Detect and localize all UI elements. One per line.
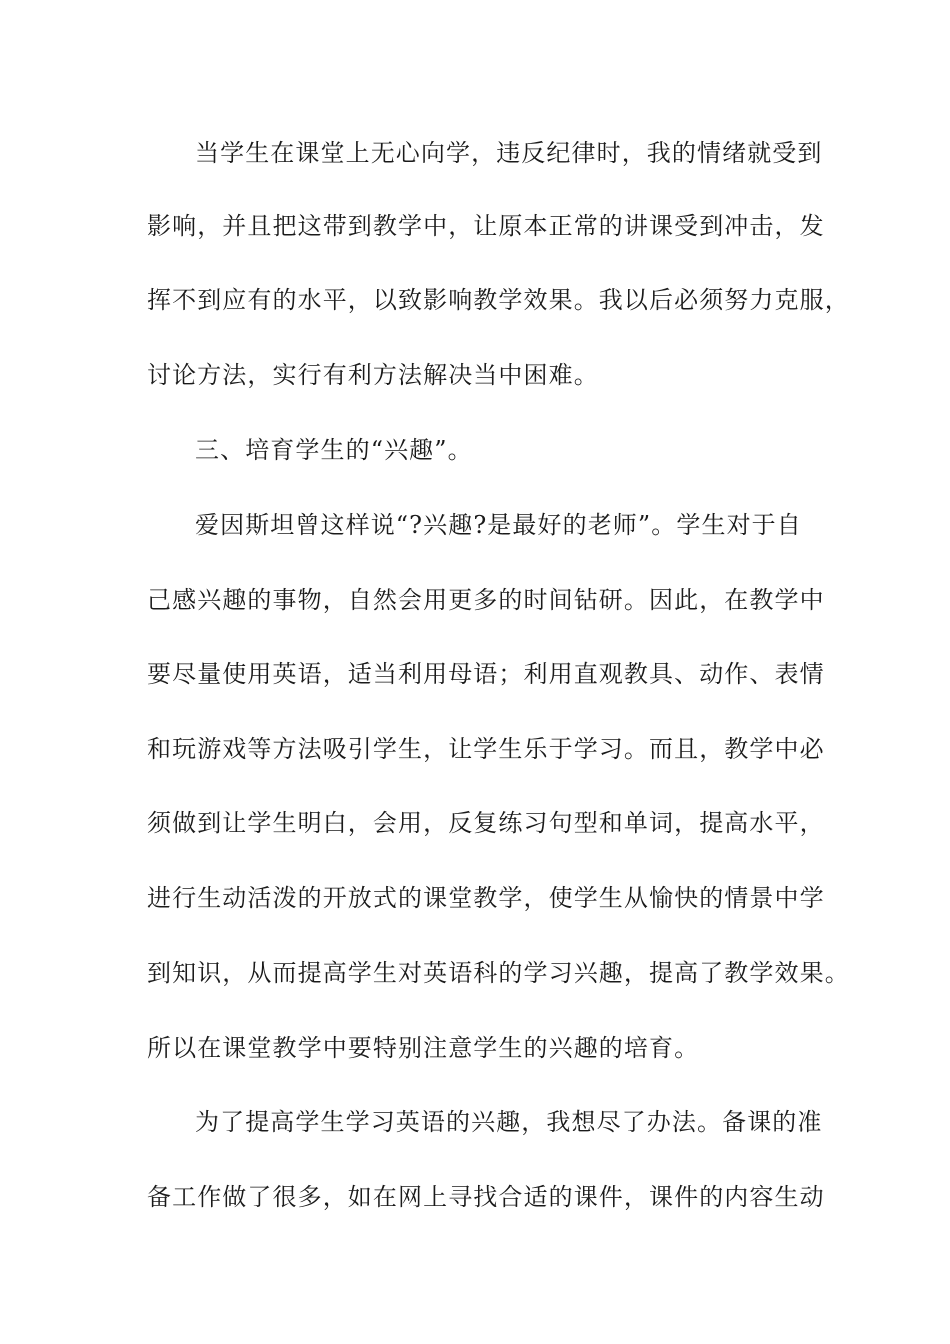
paragraph-line: 和玩游戏等方法吸引学生，让学生乐于学习。而且，教学中必 <box>147 735 825 763</box>
paragraph-line: 爱因斯坦曾这样说“?兴趣?是最好的老师”。学生对于自 <box>195 511 802 539</box>
paragraph-line: 进行生动活泼的开放式的课堂教学，使学生从愉快的情景中学 <box>147 884 825 912</box>
paragraph-line: 所以在课堂教学中要特别注意学生的兴趣的培育。 <box>147 1034 700 1062</box>
paragraph-line: 备工作做了很多，如在网上寻找合适的课件，课件的内容生动 <box>147 1183 825 1211</box>
paragraph-line: 到知识，从而提高学生对英语科的学习兴趣，提高了教学效果。 <box>147 959 850 987</box>
paragraph-line: 讨论方法，实行有利方法解决当中困难。 <box>147 361 599 389</box>
paragraph-line: 要尽量使用英语，适当利用母语；利用直观教具、动作、表情 <box>147 660 825 688</box>
paragraph-line: 为了提高学生学习英语的兴趣，我想尽了办法。备课的准 <box>195 1108 823 1136</box>
paragraph-line: 挥不到应有的水平，以致影响教学效果。我以后必须努力克服， <box>147 286 850 314</box>
section-heading: 三、培育学生的“兴趣”。 <box>195 436 473 464</box>
paragraph-line: 须做到让学生明白，会用，反复练习句型和单词，提高水平， <box>147 809 825 837</box>
paragraph-line: 影响，并且把这带到教学中，让原本正常的讲课受到冲击，发 <box>147 212 825 240</box>
paragraph-line: 当学生在课堂上无心向学，违反纪律时，我的情绪就受到 <box>195 139 823 167</box>
paragraph-line: 己感兴趣的事物，自然会用更多的时间钻研。因此，在教学中 <box>147 586 825 614</box>
